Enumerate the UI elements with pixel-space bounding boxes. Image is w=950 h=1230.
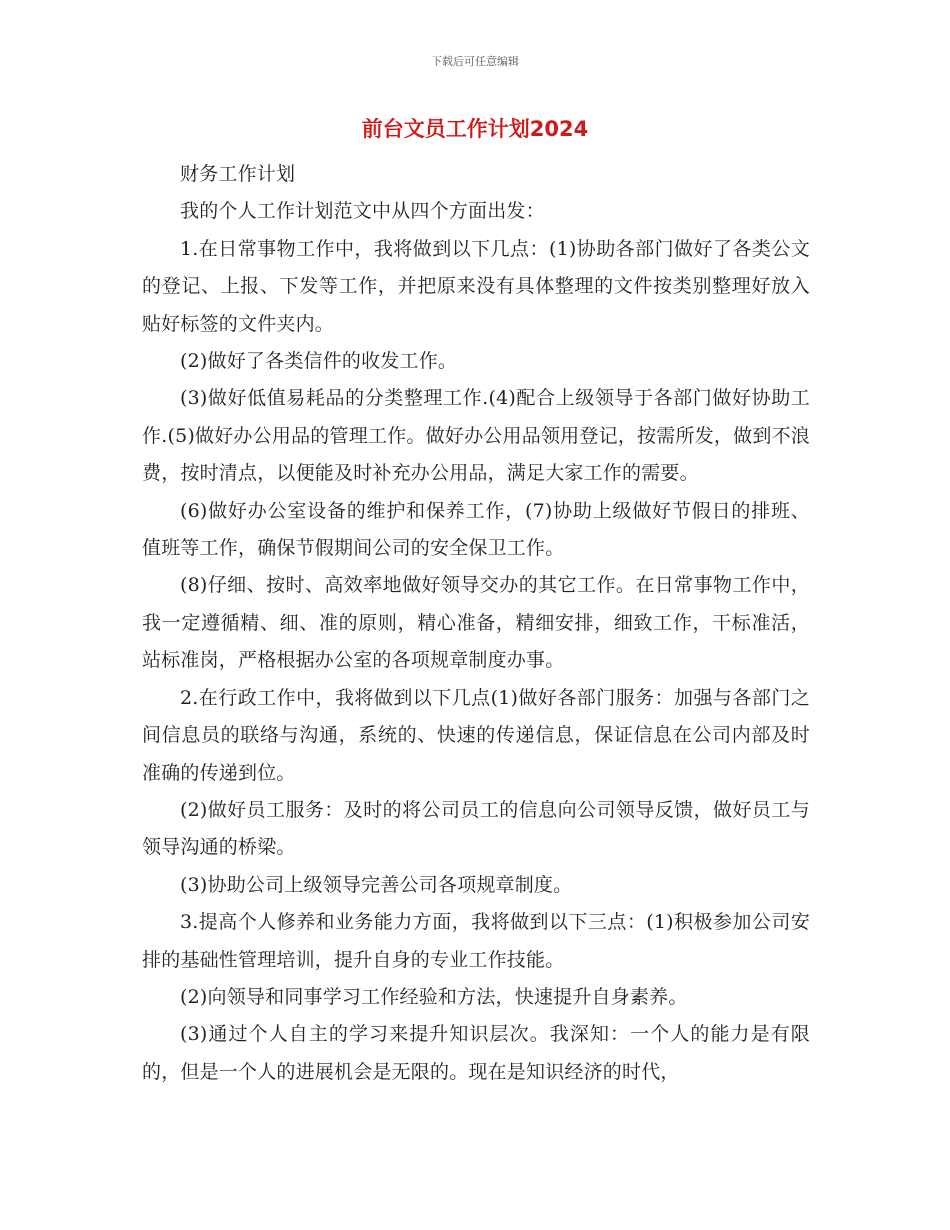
paragraph-intro: 我的个人工作计划范文中从四个方面出发：	[180, 200, 545, 223]
paragraph-item-2-3: (3)协助公司上级领导完善公司各项规章制度。	[180, 873, 573, 896]
paragraph-item-3-2: (2)向领导和同事学习工作经验和方法，快速提升自身素养。	[180, 985, 688, 1008]
paragraph-item-1-6-7: (6)做好办公室设备的维护和保养工作，(7)协助上级做好节假日的排班、值班等工作，确保节假期间公司的安全保卫工作。	[142, 499, 810, 560]
paragraph-item-2-2: (2)做好员工服务：及时的将公司员工的信息向公司领导反馈，做好员工与领导沟通的桥梁。	[142, 798, 810, 859]
paragraph-item-1-3-5: (3)做好低值易耗品的分类整理工作.(4)配合上级领导于各部门做好协助工作.(5)做好办公用品的管理工作。做好办公用品领用登记，按需所发，做到不浪费，按时清点，以便能及时补充办公用品，满足大家工作的需要。	[142, 387, 810, 485]
header-note: 下载后可任意编辑	[431, 55, 519, 68]
paragraph-item-1-2: (2)做好了各类信件的收发工作。	[180, 350, 458, 373]
document-title: 前台文员工作计划2024	[361, 117, 589, 141]
paragraph-item-1-8: (8)仔细、按时、高效率地做好领导交办的其它工作。在日常事物工作中，我一定遵循精、细、准的原则，精心准备，精细安排，细致工作，干标准活，站标准岗，严格根据办公室的各项规章制度办事。	[142, 574, 810, 672]
paragraph-item-3: 3.提高个人修养和业务能力方面，我将做到以下三点：(1)积极参加公司安排的基础性管理培训，提升自身的专业工作技能。	[142, 911, 810, 971]
paragraph-item-2: 2.在行政工作中，我将做到以下几点(1)做好各部门服务：加强与各部门之间信息员的联络与沟通，系统的、快速的传递信息，保证信息在公司内部及时准确的传递到位。	[142, 686, 810, 784]
paragraph-item-3-3: (3)通过个人自主的学习来提升知识层次。我深知：一个人的能力是有限的，但是一个人的进展机会是无限的。现在是知识经济的时代，	[142, 1023, 810, 1083]
paragraph-item-1: 1.在日常事物工作中，我将做到以下几点：(1)协助各部门做好了各类公文的登记、上报、下发等工作，并把原来没有具体整理的文件按类别整理好放入贴好标签的文件夹内。	[142, 237, 810, 335]
document-body	[142, 156, 810, 1091]
paragraph-section-heading: 财务工作计划	[180, 163, 296, 185]
